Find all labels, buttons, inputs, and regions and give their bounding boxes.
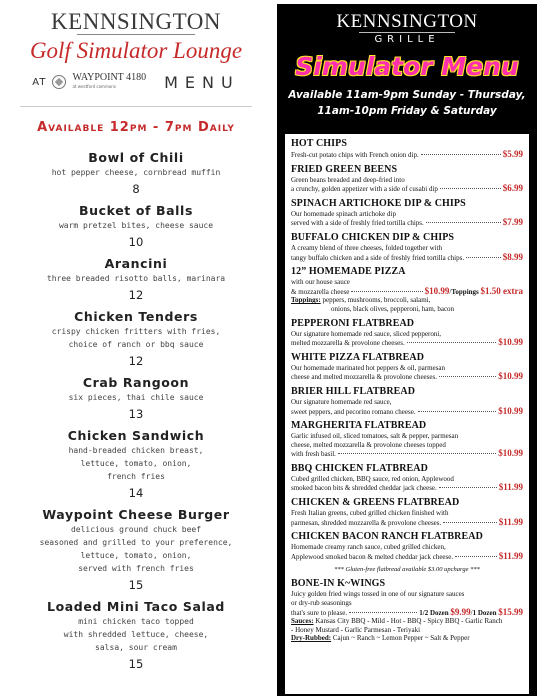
venue-row [0, 70, 272, 94]
grille-label: GRILLE [374, 34, 440, 45]
toppings-line-2: onions, black olives, pepperoni, ham, bacon [331, 304, 455, 313]
menu-item-homemade-pizza [291, 266, 523, 313]
item-line [291, 338, 523, 348]
item-name: FRIED GREEN BEENS [291, 163, 398, 175]
item-description: or dry-rub seasonings [291, 599, 352, 608]
at-label: AT [32, 76, 47, 88]
item-price: 15 [128, 578, 144, 592]
item-name: Waypoint Cheese Burger [42, 507, 230, 522]
item-description: sweet peppers, and pecorino romano cheese. [291, 407, 416, 416]
leader-dots [439, 376, 496, 377]
item-description: Cubed grilled chicken, BBQ sauce, red onion, Applewood [291, 474, 454, 483]
wing-sauces [291, 617, 523, 626]
item-description: salsa, sour cream [95, 643, 177, 652]
item-price: 10 [128, 235, 144, 249]
dry-rubs [291, 634, 523, 643]
item-description: A creamy blend of three cheeses, folded together with [291, 243, 443, 252]
item-name: BUFFALO CHICKEN DIP & CHIPS [291, 231, 455, 243]
item-price: $7.99 [502, 217, 523, 228]
item-name: CHICKEN & GREENS FLATBREAD [291, 497, 460, 509]
item-price: 13 [128, 407, 144, 421]
waypoint-logo-text [72, 73, 146, 91]
menu-item-pepperoni-flatbread [291, 318, 523, 348]
item-line [291, 407, 523, 417]
item-line [291, 608, 523, 618]
item-price: 15 [128, 657, 144, 671]
menu-item-chicken-bacon-ranch-flatbread [291, 531, 523, 561]
item-description: Fresh-cut potato chips with French onion dip. [291, 151, 419, 159]
leader-dots [443, 522, 496, 523]
availability-line-2: 11am-10pm Friday & Saturday [317, 105, 497, 117]
item-description: Green beans breaded and deep-fried into [291, 175, 405, 184]
menu-item [0, 375, 272, 423]
price-separator: / [449, 287, 452, 296]
item-name: BBQ CHICKEN FLATBREAD [291, 462, 428, 474]
item-description: Fresh Italian greens, cubed grilled chicken finished with [291, 509, 449, 518]
menu-item-brier-hill-flatbread [291, 386, 523, 416]
item-name: Bowl of Chili [88, 150, 184, 165]
item-line [291, 449, 523, 459]
leader-dots [455, 556, 497, 557]
menu-item-green-beans [291, 164, 523, 194]
menu-item-bone-in-wings [291, 578, 523, 643]
item-name: Chicken Sandwich [67, 428, 205, 443]
item-name: BRIER HILL FLATBREAD [291, 385, 416, 397]
item-description: Garlic infused oil, sliced tomatoes, salt & pepper, parmesan [291, 432, 459, 441]
leader-dots [407, 342, 497, 343]
item-description: Our signature homemade red sauce, [291, 397, 392, 406]
item-description: served with a side of freshly fried tortilla chips. [291, 219, 424, 228]
item-name: Arancini [104, 256, 168, 271]
item-price: $8.99 [502, 251, 523, 262]
leader-dots [466, 257, 501, 258]
item-name: Chicken Tenders [74, 309, 198, 324]
menu-item [0, 309, 272, 370]
menu-item [0, 428, 272, 502]
item-price: 12 [128, 354, 144, 368]
leader-dots [439, 487, 497, 488]
availability-hours: Available 12pm - 7pm Daily [37, 120, 235, 135]
item-description: with shredded lettuce, cheese, [63, 630, 209, 639]
leader-dots [418, 411, 497, 412]
item-description: Juicy golden fried wings tossed in one of our signature sauces [291, 590, 465, 599]
leader-dots [338, 453, 496, 454]
item-description: Our signature homemade red sauce, sliced pepperoni, [291, 329, 442, 338]
item-description: cheese, melted mozzarella & provolone cheeses topped [291, 440, 446, 449]
sauces-line-2: - Honey Mustard - Garlic Parmesan - Teriyaki [291, 625, 421, 634]
sauces-heading: Sauces: [291, 617, 314, 626]
dozen-label: 1 Dozen [472, 608, 497, 617]
item-description: with fresh basil. [291, 450, 336, 459]
menu-item [0, 203, 272, 251]
item-price: $10.99 [424, 285, 450, 296]
menu-item [0, 256, 272, 304]
item-name: HOT CHIPS [291, 138, 348, 149]
item-description: with our house sauce [291, 278, 350, 287]
leader-dots [351, 291, 422, 292]
half-dozen-label: 1/2 Dozen [419, 608, 449, 617]
item-description: three breaded risotto balls, marinara [46, 274, 226, 283]
item-description: seasoned and grilled to your preference, [39, 538, 233, 547]
item-name: Crab Rangoon [82, 375, 190, 390]
gluten-free-note: *** Gluten-free flatbread available $3.00 upcharge *** [334, 566, 480, 574]
item-line [291, 184, 523, 194]
item-description: french fries [107, 472, 165, 481]
toppings-heading: Toppings: [291, 296, 321, 305]
waypoint-name: WAYPOINT 4180 [72, 72, 147, 83]
item-line [291, 518, 523, 528]
item-description: hot pepper cheese, cornbread muffin [51, 168, 221, 177]
menu-item [0, 507, 272, 594]
item-description: warm pretzel bites, cheese sauce [58, 221, 214, 230]
item-name: PEPPERONI FLATBREAD [291, 317, 415, 329]
item-price: $5.99 [502, 149, 523, 159]
item-description: lettuce, tomato, onion, [80, 551, 192, 560]
item-line [291, 552, 523, 562]
sauces-line-1: Kansas City BBQ - Mild - Hot - BBQ - Spicy BBQ - Garlic Ranch [313, 617, 503, 626]
item-name: 12” HOMEMADE PIZZA [291, 266, 406, 278]
item-price: $11.99 [498, 516, 523, 527]
menu-item [0, 599, 272, 673]
menu-item-chicken-greens-flatbread [291, 497, 523, 527]
kennsington-logo: KENNSINGTON [0, 10, 272, 35]
item-name: Loaded Mini Taco Salad [47, 599, 225, 614]
item-price: $10.99 [498, 371, 523, 382]
item-price: $10.99 [498, 405, 523, 416]
item-description: hand-breaded chicken breast, [68, 446, 204, 455]
item-line [291, 372, 523, 382]
item-description: Our homemade marinated hot peppers & oil, parmesan [291, 363, 445, 372]
leader-dots [426, 222, 501, 223]
item-description: lettuce, tomato, onion, [80, 459, 192, 468]
menu-item-bbq-chicken-flatbread [291, 463, 523, 493]
toppings-line-1: peppers, mushrooms, broccoli, salami, [320, 296, 431, 305]
leader-dots [421, 154, 501, 155]
item-name: MARGHERITA FLATBREAD [291, 420, 427, 432]
item-price: $11.99 [498, 482, 523, 493]
waypoint-logo-icon [52, 75, 66, 89]
item-line [291, 253, 523, 263]
item-price: $11.99 [498, 550, 523, 561]
item-description: Applewood smoked bacon & melted cheddar jack cheese. [291, 552, 454, 561]
availability-line-1: Available 11am-9pm Sunday - Thursday, [288, 89, 526, 101]
menu-heading: MENU [164, 72, 240, 92]
menu-item-hot-chips [291, 138, 523, 160]
half-dozen-price: $9.99 [450, 606, 471, 617]
item-description: choice of ranch or bbq sauce [68, 340, 204, 349]
waypoint-subtitle: at westford commons [72, 84, 116, 89]
simulator-menu-title: Simulator Menu [295, 52, 519, 81]
dry-rub-heading: Dry-Rubbed: [291, 634, 332, 643]
menu-item-buffalo-dip [291, 232, 523, 262]
item-price: 8 [132, 182, 140, 196]
item-description: parmesan, shredded mozzarella & provolone cheeses. [291, 518, 442, 527]
item-description: a crunchy, golden appetizer with a side of cusabi dip [291, 185, 438, 194]
price-separator: / [470, 608, 473, 617]
item-line [291, 287, 523, 297]
menu-item [0, 150, 272, 198]
item-description: served with french fries [78, 564, 194, 573]
item-description: that's sure to please. [291, 608, 348, 617]
item-price: 12 [128, 288, 144, 302]
dry-rub-list: Cajun ~ Ranch ~ Lemon Pepper ~ Salt & Pepper [331, 634, 470, 643]
item-price: $10.99 [498, 448, 523, 459]
item-line [291, 218, 523, 228]
item-price: $6.99 [502, 183, 523, 194]
item-name: SPINACH ARTICHOKE DIP & CHIPS [291, 197, 466, 209]
leader-dots [440, 188, 501, 189]
menu-item-white-pizza-flatbread [291, 352, 523, 382]
menu-item-spinach-dip [291, 198, 523, 228]
item-name: WHITE PIZZA FLATBREAD [291, 351, 425, 363]
toppings-price: $1.50 extra [480, 285, 523, 296]
item-description: delicious ground chuck beef [70, 525, 202, 534]
dozen-price: $15.99 [498, 606, 523, 617]
menu-item-margherita-flatbread [291, 420, 523, 459]
item-description: crispy chicken fritters with fries, [51, 327, 221, 336]
item-price: $10.99 [498, 337, 523, 348]
item-description: mini chicken taco topped [78, 617, 194, 626]
item-line [291, 483, 523, 493]
toppings-list [291, 296, 523, 305]
item-name: BONE-IN K~WINGS [291, 578, 386, 590]
item-price: 14 [128, 486, 144, 500]
item-description: six pieces, thai chile sauce [68, 393, 204, 402]
item-description: Our homemade spinach artichoke dip [291, 209, 396, 218]
item-description: smoked bacon bits & shredded cheddar jack cheese. [291, 484, 437, 493]
divider [20, 106, 252, 107]
toppings-label: Toppings [451, 287, 479, 296]
leader-dots [349, 612, 417, 613]
menu-items [0, 150, 272, 673]
item-description: Homemade creamy ranch sauce, cubed grilled chicken, [291, 543, 446, 552]
item-description: melted mozzarella & provolone cheeses. [291, 339, 405, 348]
item-description: & mozzarella cheese [291, 287, 350, 296]
menu-panel [285, 134, 529, 694]
kennsington-grille-logo: KENNSINGTON [277, 12, 537, 33]
item-name: CHICKEN BACON RANCH FLATBREAD [291, 531, 483, 543]
simulator-menu [277, 4, 537, 696]
lounge-title: Golf Simulator Lounge [29, 38, 243, 63]
item-line [291, 150, 523, 160]
item-name: Bucket of Balls [79, 203, 193, 218]
item-description: tangy buffalo chicken and a side of freshly fried tortilla chips. [291, 253, 465, 262]
item-description: cheese and melted mozzarella & provolone cheeses. [291, 373, 437, 382]
